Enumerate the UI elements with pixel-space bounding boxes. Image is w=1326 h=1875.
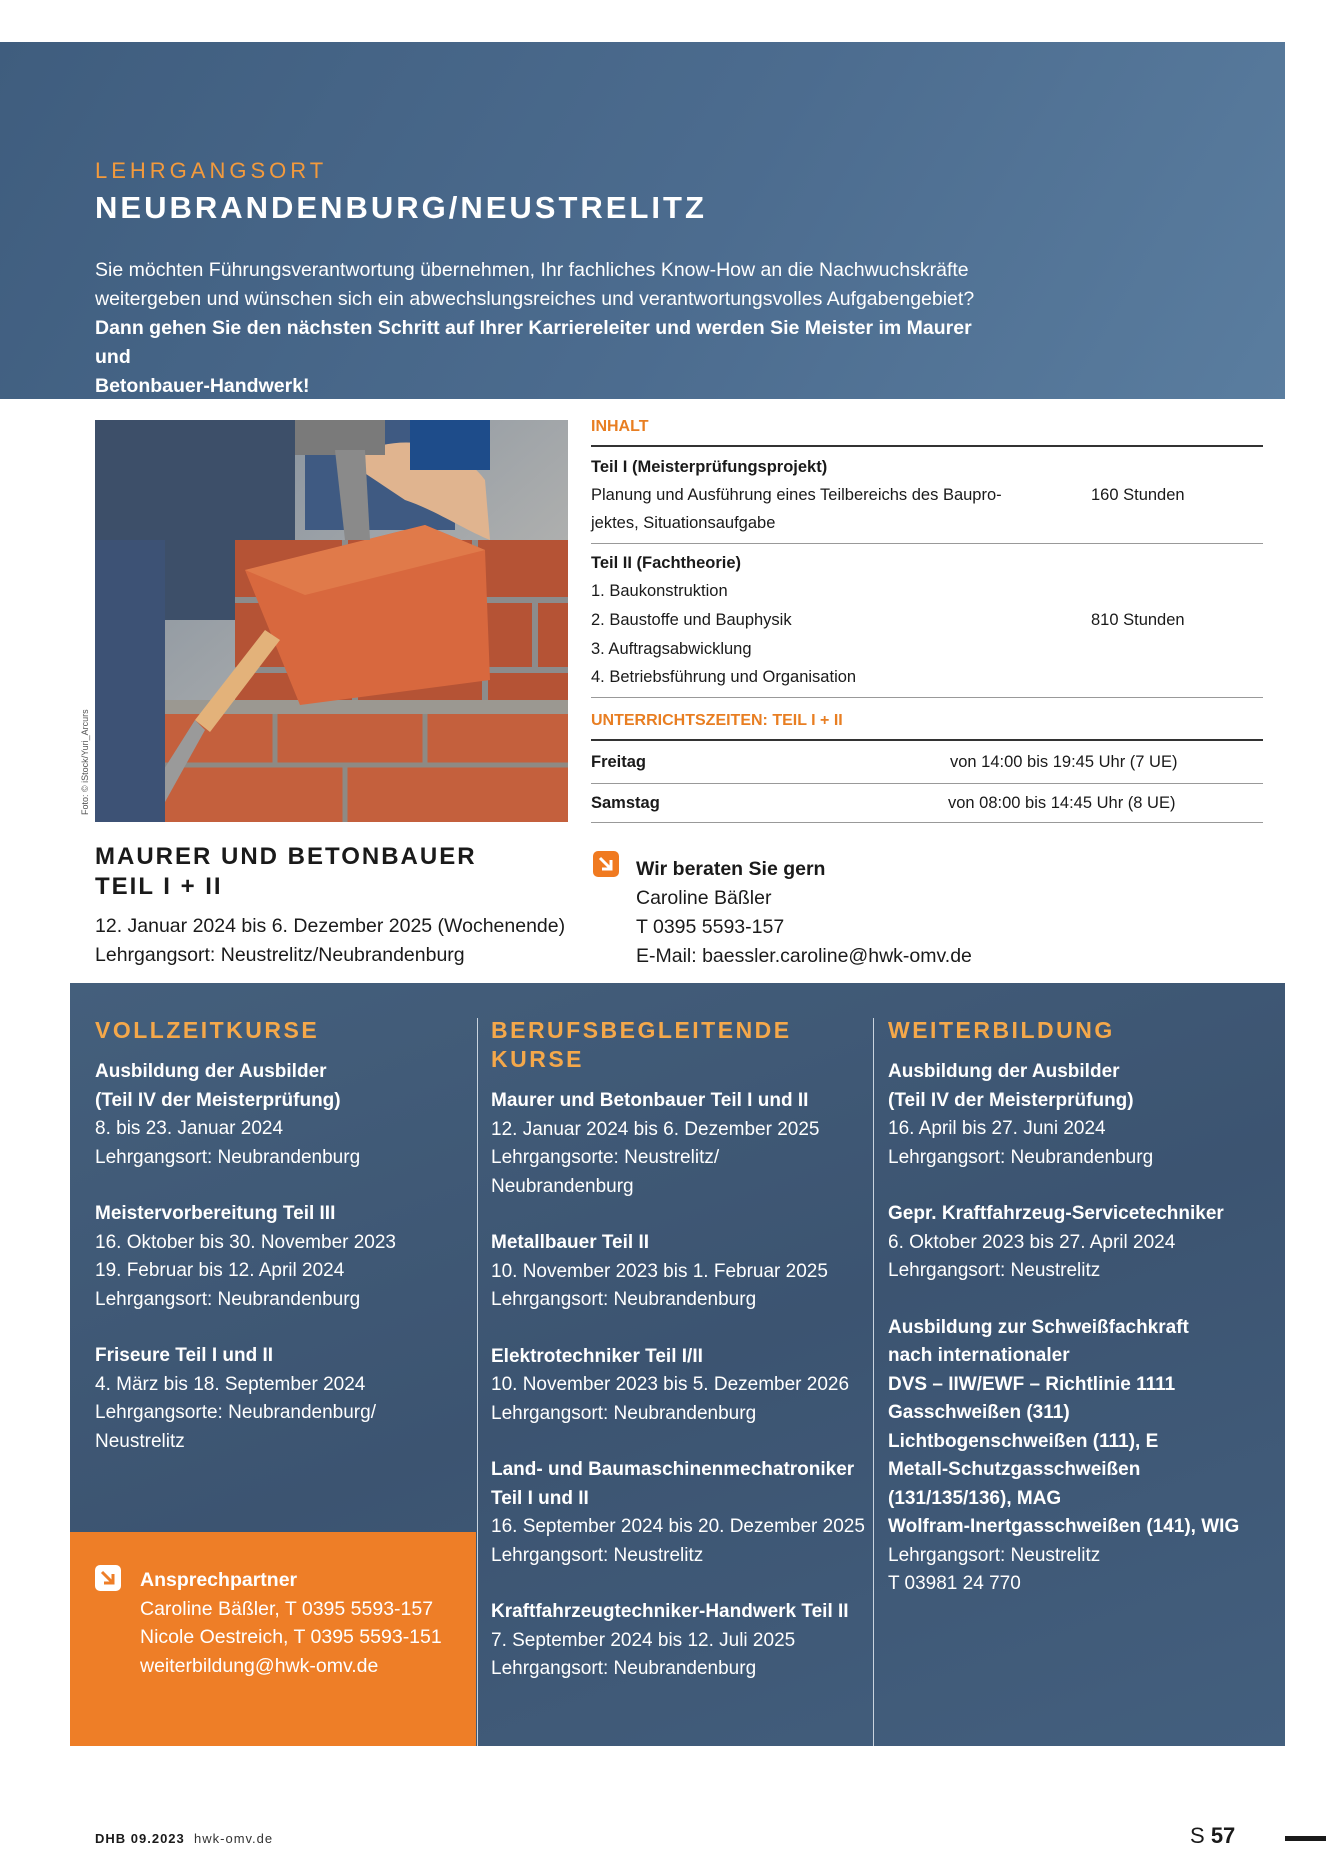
page-number-value: 57 [1210, 1823, 1236, 1848]
zeiten-day: Samstag [591, 794, 660, 812]
course-item [491, 1229, 866, 1315]
item-title: Maurer und Betonbauer Teil I und II [491, 1090, 809, 1111]
teil2-item: 4. Betriebsführung und Organisation [591, 668, 857, 686]
item-title: Kraftfahrzeugtechniker-Handwerk Teil II [491, 1601, 849, 1622]
item-title: Wolfram-Inertgasschweißen (141), WIG [888, 1516, 1240, 1537]
course-title-line: MAURER UND BETONBAUER [95, 843, 477, 870]
kicker: LEHRGANGSORT [95, 158, 328, 183]
course-location: Lehrgangsort: Neustrelitz/Neubrandenburg [95, 944, 465, 966]
course-item [491, 1087, 866, 1201]
weiterbildung-column [888, 1016, 1278, 1627]
contact-email[interactable]: E-Mail: baessler.caroline@hwk-omv.de [636, 945, 972, 967]
intro-line: weitergeben und wünschen sich ein abwechslungsreiches und verantwortungsvolles Aufgabengebiet? [95, 288, 975, 310]
page-number [1190, 1823, 1235, 1849]
item-title: Ausbildung der Ausbilder [888, 1061, 1120, 1082]
course-item [95, 1200, 465, 1314]
item-line: 6. Oktober 2023 bis 27. April 2024 [888, 1231, 1176, 1253]
vollzeit-column [95, 1016, 465, 1484]
course-item [491, 1343, 866, 1429]
item-line: 7. September 2024 bis 12. Juli 2025 [491, 1629, 796, 1651]
item-title: Ausbildung zur Schweißfachkraft [888, 1316, 1189, 1338]
course-item [888, 1314, 1278, 1599]
item-title: Friseure Teil I und II [95, 1345, 274, 1366]
ansprechpartner-line: Nicole Oestreich, T 0395 5593-151 [140, 1626, 442, 1648]
column-heading: KURSE [491, 1046, 585, 1072]
item-line: 12. Januar 2024 bis 6. Dezember 2025 [491, 1118, 820, 1140]
item-title: Gepr. Kraftfahrzeug-Servicetechniker [888, 1203, 1224, 1224]
zeiten-day: Freitag [591, 753, 647, 771]
item-line: Lehrgangsort: Neubrandenburg [95, 1146, 361, 1168]
contact-phone: T 0395 5593-157 [636, 916, 785, 938]
teil2-item: 3. Auftragsabwicklung [591, 640, 752, 658]
course-dates: 12. Januar 2024 bis 6. Dezember 2025 (Wochenende) [95, 915, 566, 937]
teil1-desc: Planung und Ausführung eines Teilbereichs des Baupro- [591, 486, 1002, 504]
teil2-item: 1. Baukonstruktion [591, 582, 728, 600]
item-line: T 03981 24 770 [888, 1573, 1021, 1594]
item-line: 16. September 2024 bis 20. Dezember 2025 [491, 1516, 865, 1537]
item-line: Neubrandenburg [491, 1175, 634, 1197]
item-line: 10. November 2023 bis 1. Februar 2025 [491, 1260, 828, 1282]
course-title-line: TEIL I + II [95, 873, 223, 900]
item-title: Metallbauer Teil II [491, 1232, 650, 1253]
teil2-hours: 810 Stunden [1091, 611, 1185, 629]
ansprechpartner-line: Caroline Bäßler, T 0395 5593-157 [140, 1597, 434, 1620]
divider [591, 822, 1263, 823]
item-title: DVS – IIW/EWF – Richtlinie 1111 [888, 1373, 1176, 1395]
teil2-title: Teil II (Fachtheorie) [591, 554, 742, 572]
item-title: Metall-Schutzgasschweißen [888, 1459, 1141, 1480]
item-title: Ausbildung der Ausbilder [95, 1061, 327, 1082]
site-link[interactable]: hwk-omv.de [194, 1831, 274, 1846]
teil1-desc: jektes, Situationsaufgabe [591, 514, 776, 532]
column-heading: WEITERBILDUNG [888, 1017, 1115, 1043]
intro-line: Sie möchten Führungsverantwortung übernehmen, Ihr fachliches Know-How an die Nachwuchskräfte [95, 259, 969, 281]
arrow-icon [593, 851, 619, 877]
item-line: Lehrgangsort: Neubrandenburg [95, 1288, 361, 1310]
footer-bar [1285, 1836, 1326, 1841]
item-line: 10. November 2023 bis 5. Dezember 2026 [491, 1374, 850, 1395]
issue-label: DHB 09.2023 [95, 1831, 185, 1846]
photo-credit: Foto: © iStock/Yuri_Arcurs [80, 709, 90, 815]
ansprechpartner-email[interactable]: weiterbildung@hwk-omv.de [140, 1654, 379, 1677]
inhalt-heading: INHALT [591, 418, 649, 435]
column-divider [873, 1018, 874, 1746]
item-title: Elektrotechniker Teil I/II [491, 1345, 703, 1367]
item-line: Lehrgangsorte: Neubrandenburg/ [95, 1402, 376, 1423]
course-title [95, 842, 477, 902]
contact-block [636, 855, 972, 971]
page-prefix: S [1190, 1823, 1205, 1848]
item-line: Lehrgangsort: Neubrandenburg [491, 1402, 757, 1424]
item-title: Lichtbogenschweißen (111), E [888, 1430, 1159, 1452]
arrow-icon [95, 1565, 121, 1591]
item-line: 8. bis 23. Januar 2024 [95, 1118, 284, 1139]
intro-text [95, 256, 995, 401]
zeiten-time: von 14:00 bis 19:45 Uhr (7 UE) [950, 753, 1178, 771]
contact-heading: Wir beraten Sie gern [636, 858, 826, 880]
contact-name: Caroline Bäßler [636, 887, 772, 909]
item-line: Neustrelitz [95, 1430, 185, 1452]
teil1-hours: 160 Stunden [1091, 486, 1185, 504]
course-item [888, 1058, 1278, 1172]
ansprechpartner-block [140, 1566, 442, 1680]
column-heading: VOLLZEITKURSE [95, 1017, 320, 1043]
item-line: 4. März bis 18. September 2024 [95, 1373, 366, 1395]
teil1-title: Teil I (Meisterprüfungsprojekt) [591, 458, 828, 476]
item-title: (Teil IV der Meisterprüfung) [888, 1089, 1134, 1111]
berufsbegleitend-column [491, 1016, 866, 1712]
page-title: NEUBRANDENBURG/NEUSTRELITZ [95, 190, 707, 225]
item-line: Lehrgangsort: Neustrelitz [888, 1260, 1101, 1281]
item-line: Lehrgangsorte: Neustrelitz/ [491, 1147, 720, 1168]
item-title: (131/135/136), MAG [888, 1487, 1062, 1509]
divider [591, 543, 1263, 544]
course-item [491, 1456, 866, 1570]
zeiten-heading: UNTERRICHTSZEITEN: TEIL I + II [591, 712, 843, 729]
zeiten-time: von 08:00 bis 14:45 Uhr (8 UE) [948, 794, 1176, 812]
course-item [95, 1058, 465, 1172]
divider [591, 739, 1263, 741]
item-line: Lehrgangsort: Neubrandenburg [888, 1146, 1154, 1168]
divider [591, 783, 1263, 784]
item-line: 16. April bis 27. Juni 2024 [888, 1118, 1106, 1139]
item-line: Lehrgangsort: Neubrandenburg [491, 1289, 757, 1310]
item-title: Land- und Baumaschinenmechatroniker [491, 1459, 855, 1480]
item-title: Gasschweißen (311) [888, 1402, 1070, 1423]
intro-bold-line: Dann gehen Sie den nächsten Schritt auf Ihrer Karriereleiter und werden Sie Meister im Maurer und [95, 317, 972, 368]
item-line: Lehrgangsort: Neubrandenburg [491, 1658, 757, 1679]
column-divider [477, 1018, 478, 1746]
teil2-item: 2. Baustoffe und Bauphysik [591, 611, 792, 629]
footer-issue [95, 1831, 273, 1846]
item-title: nach internationaler [888, 1345, 1070, 1366]
course-item [888, 1200, 1278, 1286]
bricklaying-photo [95, 420, 568, 822]
course-info [95, 912, 565, 970]
item-line: 19. Februar bis 12. April 2024 [95, 1260, 345, 1281]
course-item [95, 1342, 465, 1456]
item-title: Meistervorbereitung Teil III [95, 1203, 336, 1224]
item-line: 16. Oktober bis 30. November 2023 [95, 1231, 397, 1253]
divider [591, 445, 1263, 447]
item-line: Lehrgangsort: Neustrelitz [888, 1544, 1101, 1566]
ansprechpartner-heading: Ansprechpartner [140, 1569, 298, 1591]
item-line: Lehrgangsort: Neustrelitz [491, 1544, 704, 1566]
item-title: Teil I und II [491, 1487, 589, 1509]
divider [591, 697, 1263, 698]
item-title: (Teil IV der Meisterprüfung) [95, 1089, 341, 1111]
column-heading: BERUFSBEGLEITENDE [491, 1017, 792, 1043]
course-item [491, 1598, 866, 1684]
intro-bold-line: Betonbauer-Handwerk! [95, 375, 310, 397]
